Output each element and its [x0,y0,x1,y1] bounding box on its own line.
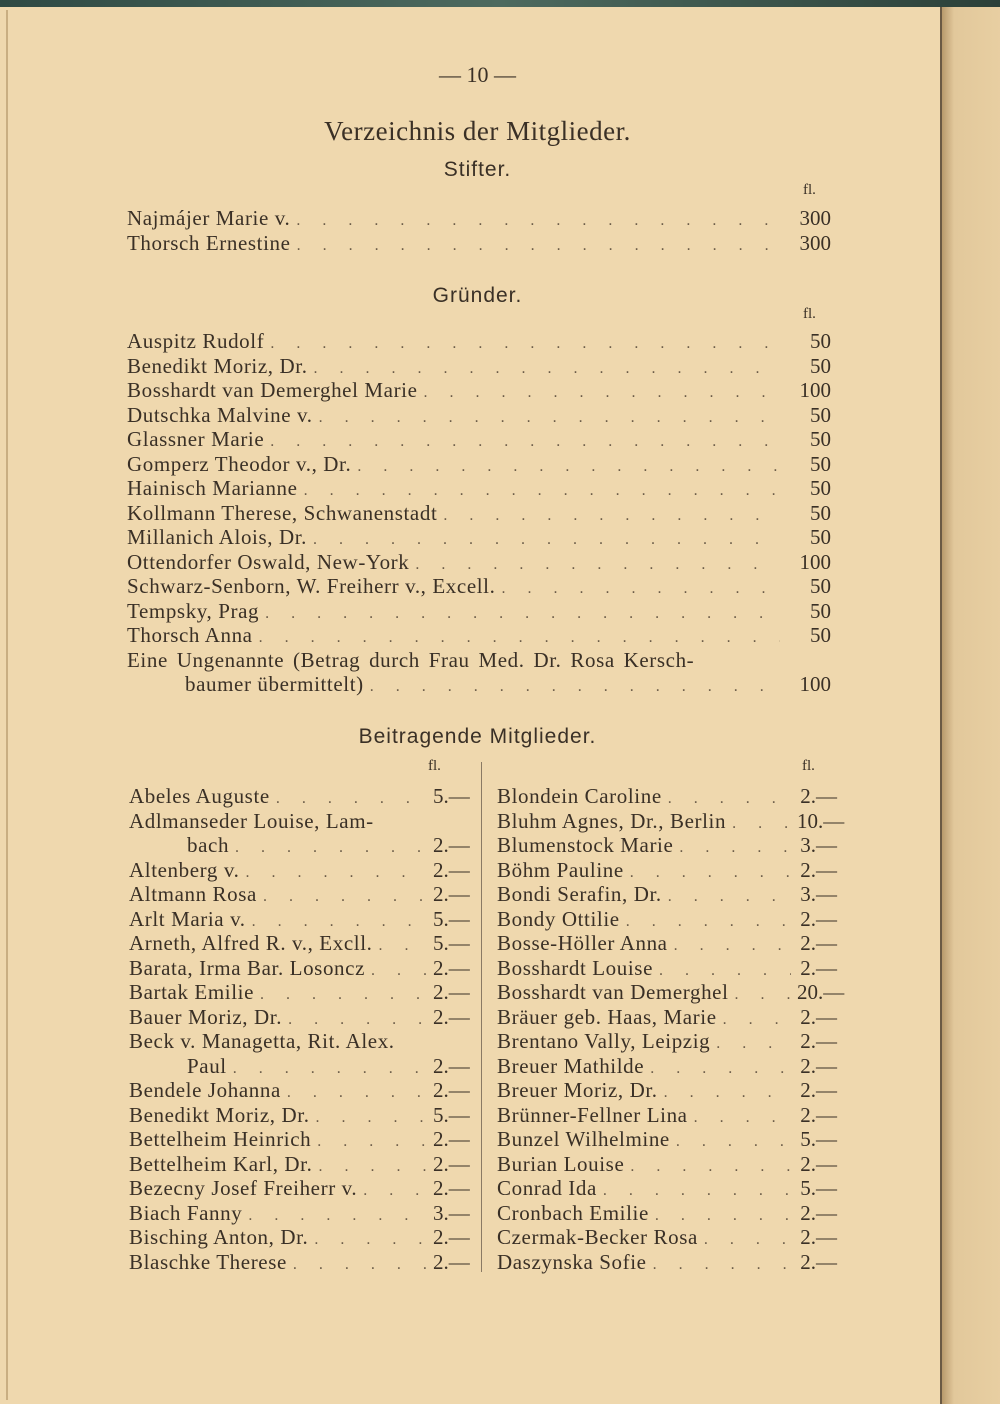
dot-leader [679,836,791,861]
amount: 300 [799,230,831,255]
list-item [497,808,845,834]
member-name: Cronbach Emilie [497,1200,649,1225]
list-item [127,574,831,599]
list-item [497,956,837,981]
section-heading-gruender: Gründer. [432,284,523,307]
list-item [497,907,837,932]
list-item [127,623,831,648]
member-name: Arneth, Alfred R. v., Excll. [129,931,373,955]
member-name: Adlmanseder Louise, Lam- [129,808,374,833]
list-item [497,1029,837,1054]
gruender-list [127,329,831,697]
member-name: Benedikt Moriz, Dr. [129,1102,310,1127]
member-name: Daszynska Sofie [497,1249,647,1274]
list-item [129,980,469,1005]
amount: 5.— [433,1102,470,1127]
list-item [129,1201,469,1226]
list-item [497,784,837,809]
list-item [127,329,831,354]
member-name: Dutschka Malvine v. [127,402,313,427]
amount: 50 [810,574,831,598]
amount: 2.— [800,1102,837,1127]
list-item [127,354,831,379]
list-item [497,882,837,907]
amount: 50 [810,427,831,451]
member-name: Thorsch Anna [127,623,253,647]
dot-leader [501,577,780,602]
dot-leader [723,1008,791,1033]
dot-leader [260,983,427,1008]
member-name: Hainisch Marianne [127,476,298,500]
dot-leader [378,934,427,959]
member-name: Eine Ungenannte (Betrag durch Frau Med. Dr. Rosa Kersch- [127,647,695,672]
amount: 50 [810,476,831,500]
list-item-line [127,648,831,673]
currency-label: fl. [428,758,441,774]
list-item [127,476,831,501]
amount: 2.— [433,882,470,906]
member-name: Bettelheim Heinrich [129,1127,312,1151]
list-item [497,1103,837,1128]
amount: 2.— [433,1176,470,1200]
member-name: Schwarz-Senborn, W. Freiherr v., Excell. [127,574,496,598]
amount: 50 [810,598,831,623]
amount: 2.— [800,1225,837,1249]
amount: 50 [810,623,831,647]
list-item [129,1103,469,1128]
member-name: Bluhm Agnes, Dr., Berlin [497,808,727,833]
amount: 3.— [800,833,837,857]
dot-leader [297,234,780,259]
dot-leader [314,1228,427,1253]
member-name: Barata, Irma Bar. Losoncz [129,955,365,980]
list-item [129,1152,469,1177]
dot-leader [674,934,791,959]
list-item [127,672,831,697]
member-name: Bosshardt van Demerghel [497,980,729,1004]
list-item [127,501,831,526]
member-name: Tempsky, Prag [127,598,260,623]
list-item [129,858,469,883]
dot-leader [363,1179,427,1204]
amount: 5.— [433,931,470,955]
list-item [497,980,845,1005]
amount: 50 [810,525,831,549]
dot-leader [676,1130,791,1155]
member-name: Czermak-Becker Rosa [497,1225,698,1249]
member-name: Brünner-Fellner Lina [497,1102,688,1127]
amount: 3.— [800,882,837,906]
dot-leader [319,406,780,431]
member-name: Bezecny Josef Freiherr v. [129,1176,358,1200]
list-item [497,1127,837,1152]
list-item [497,1078,837,1103]
dot-leader [653,1253,791,1278]
member-name: Breuer Mathilde [497,1053,645,1078]
member-name: Bosse-Höller Anna [497,931,668,955]
member-name: Bisching Anton, Dr. [129,1225,309,1249]
amount: 2.— [433,1225,470,1249]
list-item [129,1005,469,1030]
list-item [127,206,831,231]
amount: 2.— [800,1078,837,1102]
amount: 2.— [800,931,837,955]
member-name: Blumenstock Marie [497,833,674,857]
dot-leader [263,885,427,910]
list-item [129,1078,469,1103]
member-name: Auspitz Rudolf [127,329,265,353]
page-left-edge [6,10,8,1400]
amount: 5.— [800,1127,837,1151]
member-name: Bendele Johanna [129,1078,281,1102]
amount: 2.— [800,1151,837,1176]
list-item [129,1127,469,1152]
dot-leader [316,1106,427,1131]
dot-leader [370,675,780,700]
amount: 50 [810,353,831,378]
member-name: baumer übermittelt) [185,672,364,696]
list-item [129,956,469,981]
amount: 300 [799,206,831,230]
member-name: Thorsch Ernestine [127,230,291,255]
list-item [129,833,469,858]
dot-leader [296,209,780,234]
member-name: Altenberg v. [129,857,240,882]
amount: 2.— [433,980,470,1004]
list-item [129,1029,469,1054]
amount: 2.— [800,1053,837,1078]
amount: 2.— [800,1004,837,1029]
amount: 2.— [800,955,837,980]
dot-leader [265,602,780,627]
page-number: — 10 — [439,62,516,87]
member-name: Ottendorfer Oswald, New-York [127,549,410,574]
list-item [129,1054,469,1079]
beitragende-right-column [497,784,845,1274]
list-item [127,378,831,403]
page-title: Verzeichnis der Mitglieder. [324,116,631,146]
amount: 2.— [800,906,837,931]
amount: 2.— [800,1249,837,1274]
column-divider [481,762,482,1272]
member-name: Böhm Pauline [497,857,624,882]
list-item [127,599,831,624]
amount: 5.— [433,784,470,808]
amount: 2.— [433,955,470,980]
amount: 2.— [800,1200,837,1225]
list-item [497,1152,837,1177]
list-item [497,858,837,883]
amount: 20.— [797,980,845,1004]
amount: 50 [810,402,831,427]
dot-leader [270,332,780,357]
dot-leader [668,885,791,910]
amount: 2.— [800,1029,837,1053]
amount: 2.— [433,857,470,882]
list-item [129,1250,469,1275]
dot-leader [443,504,780,529]
list-item [497,1250,837,1275]
member-name: Altmann Rosa [129,882,257,906]
section-heading-stifter: Stifter. [443,158,512,181]
member-name: Beck v. Managetta, Rit. Alex. [129,1029,395,1053]
list-item [127,231,831,256]
dot-leader [735,983,791,1008]
list-item [127,550,831,575]
amount: 100 [799,378,831,402]
section-heading-beitragende: Beitragende Mitglieder. [358,725,597,748]
member-name: Abeles Auguste [129,784,270,808]
member-name: Gomperz Theodor v., Dr. [127,451,352,476]
amount: 100 [799,549,831,574]
dot-leader [357,455,780,480]
member-name: Najmájer Marie v. [127,206,291,230]
member-name: bach [187,833,230,857]
member-name: Bartak Emilie [129,980,255,1004]
member-name: Burian Louise [497,1151,625,1176]
dot-leader [245,861,427,886]
member-name: Bettelheim Karl, Dr. [129,1151,313,1176]
adjacent-page-edge [940,7,1000,1404]
list-item [129,1225,469,1250]
currency-label: fl. [802,758,815,774]
dot-leader [630,1155,791,1180]
currency-label: fl. [803,182,816,198]
list-item [497,1201,837,1226]
list-item [129,1176,469,1201]
list-item [127,525,831,550]
stifter-list [127,206,831,255]
list-item [497,1005,837,1030]
member-name: Conrad Ida [497,1176,597,1200]
list-item [497,1225,837,1250]
dot-leader [716,1032,791,1057]
list-item [127,403,831,428]
member-name: Bosshardt van Demerghel Marie [127,378,418,402]
list-item [129,907,469,932]
member-name: Blaschke Therese [129,1249,287,1274]
dot-leader [650,1057,791,1082]
amount: 2.— [433,1078,470,1102]
list-item [129,809,469,834]
member-name: Blondein Caroline [497,784,662,808]
amount: 2.— [433,833,470,857]
list-item [129,931,469,956]
amount: 50 [810,329,831,353]
dot-leader [732,812,791,837]
member-name: Kollmann Therese, Schwanenstadt [127,500,438,525]
scan-top-edge [0,0,1000,7]
list-item [127,427,831,452]
member-name: Bauer Moriz, Dr. [129,1004,283,1029]
amount: 3.— [433,1200,470,1225]
dot-leader [694,1106,791,1131]
amount: 50 [810,451,831,476]
dot-leader [293,1253,427,1278]
member-name: Bondy Ottilie [497,906,620,931]
member-name: Breuer Moriz, Dr. [497,1078,658,1102]
amount: 2.— [433,1127,470,1151]
member-name: Bondi Serafin, Dr. [497,882,662,906]
amount: 2.— [433,1053,470,1078]
amount: 2.— [433,1249,470,1274]
dot-leader [371,959,427,984]
amount: 10.— [797,808,845,833]
list-item [497,931,837,956]
list-item [497,833,837,858]
member-name: Bosshardt Louise [497,955,654,980]
amount: 2.— [800,857,837,882]
dot-leader [317,1130,427,1155]
member-name: Bunzel Wilhelmine [497,1127,670,1151]
amount: 5.— [433,906,470,931]
dot-leader [424,381,780,406]
currency-label: fl. [803,306,816,322]
member-name: Brentano Vally, Leipzig [497,1029,711,1053]
list-item [127,452,831,477]
member-name: Benedikt Moriz, Dr. [127,353,308,378]
dot-leader [704,1228,791,1253]
dot-leader [235,836,427,861]
amount: 50 [810,500,831,525]
member-name: Bräuer geb. Haas, Marie [497,1004,717,1029]
amount: 2.— [433,1004,470,1029]
amount: 5.— [800,1176,837,1200]
amount: 100 [799,672,831,696]
list-item [497,1054,837,1079]
amount: 2.— [433,1151,470,1176]
member-name: Glassner Marie [127,427,265,451]
list-item [129,882,469,907]
member-name: Paul [187,1053,227,1078]
member-name: Millanich Alois, Dr. [127,525,307,549]
member-name: Biach Fanny [129,1200,243,1225]
amount: 2.— [800,784,837,808]
member-name: Arlt Maria v. [129,906,246,931]
beitragende-left-column [129,784,469,1274]
list-item [497,1176,837,1201]
list-item [129,784,469,809]
